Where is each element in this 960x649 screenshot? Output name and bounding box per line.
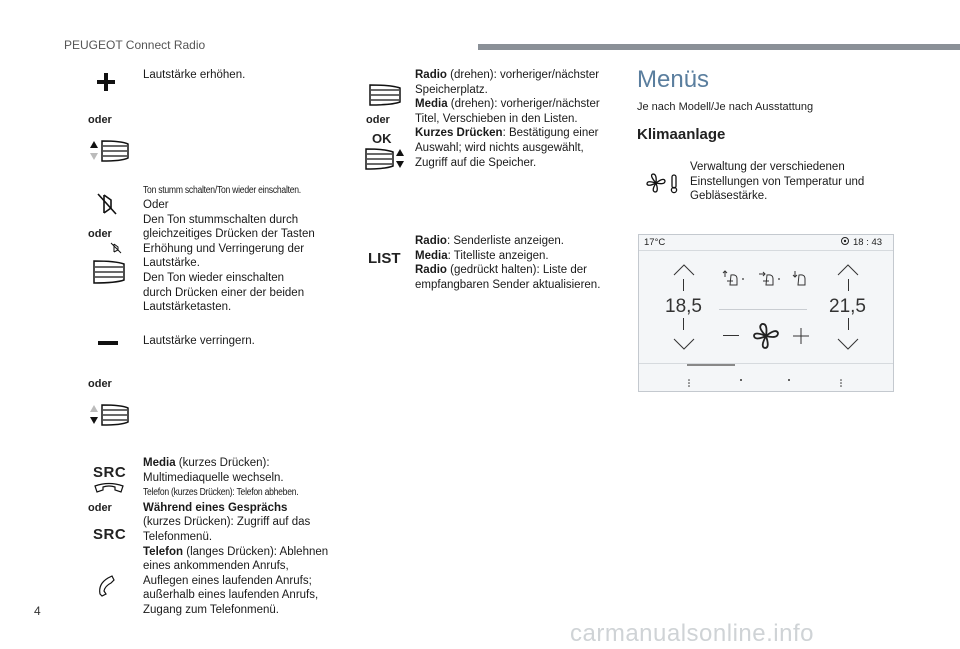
- minus-icon: [98, 340, 118, 346]
- src-label: SRC: [93, 464, 127, 481]
- clock: 18 : 43: [853, 237, 883, 248]
- phone-handset-icon: [96, 574, 120, 598]
- left-temp-divider-bottom: [683, 318, 684, 330]
- small-mute-icon: [110, 242, 122, 254]
- right-temp-divider-top: [848, 279, 849, 291]
- page-dot-icon[interactable]: [788, 379, 790, 381]
- oder-label: oder: [88, 378, 112, 390]
- menu-dots-right-icon[interactable]: [839, 375, 843, 393]
- outside-temperature: 17°C: [644, 237, 666, 248]
- fan-icon: [751, 321, 781, 356]
- src-label: SRC: [93, 526, 127, 543]
- vol-up-text: Lautstärke erhöhen.: [143, 69, 246, 81]
- steering-wheel-ok-icon: [364, 146, 406, 172]
- media-src-text: Media (kurzes Drücken): Multimediaquelle wechseln. Telefon (kurzes Drücken): Telefon abheben. Während eines Gesprächs (kurzes Drücken): Zugriff auf das Telefonmenü. Telefon (langes Drücken): Ablehnen eines ankommenden Anrufs, Auflegen eines laufenden Anrufs; außerhalb eines laufenden Anrufs, Zugang zum Telefonmenü.: [143, 457, 329, 616]
- left-temp-down-button[interactable]: [673, 337, 695, 355]
- page-dot-icon[interactable]: [740, 379, 742, 381]
- screen-footer: [639, 363, 893, 392]
- fan-increase-button[interactable]: [793, 328, 809, 349]
- airflow-face-feet-icon[interactable]: [721, 269, 747, 294]
- screen-status-bar: [639, 235, 893, 251]
- steering-wheel-volume-down-icon: [88, 402, 130, 428]
- header-bar: [478, 44, 960, 50]
- climate-screen: [638, 234, 894, 392]
- page-number: 4: [34, 604, 41, 618]
- watermark: carmanualsonline.info: [570, 620, 814, 647]
- oder-label: oder: [88, 228, 112, 240]
- ok-label: OK: [372, 131, 392, 146]
- active-page-indicator: [687, 364, 735, 366]
- mute-description: Oder Den Ton stummschalten durch gleichzeitiges Drücken der Tasten Erhöhung und Verringerung der Lautstärke. Den Ton wieder einschalten durch Drücken einer der beiden Lautstärketasten.: [143, 199, 315, 314]
- right-temp-down-button[interactable]: [837, 337, 859, 355]
- section-title-menus: Menüs: [637, 66, 710, 93]
- left-temperature: 18,5: [665, 296, 702, 317]
- right-temperature: 21,5: [829, 296, 866, 317]
- left-temp-up-button[interactable]: [673, 263, 695, 281]
- steering-wheel-rotary-icon: [368, 82, 402, 108]
- menu-dots-left-icon[interactable]: [687, 375, 691, 393]
- running-header: PEUGEOT Connect Radio: [64, 38, 206, 52]
- fan-decrease-button[interactable]: [723, 335, 739, 336]
- oder-label: oder: [366, 114, 390, 126]
- screen-divider: [719, 309, 807, 310]
- settings-icon: [840, 236, 850, 249]
- right-temp-divider-bottom: [848, 318, 849, 330]
- mute-title: Ton stumm schalten/Ton wieder einschalten.: [143, 185, 301, 196]
- steering-wheel-volume-icon: [92, 258, 126, 286]
- rotary-text: Radio (drehen): vorheriger/nächster Speicherplatz. Media (drehen): vorheriger/nächster Titel, Verschieben in den Listen. Kurzes Drücken: Bestätigung einer Auswahl; wird nichts ausgewählt, Zugriff auf die Speicher.: [415, 69, 600, 169]
- vol-down-text: Lautstärke verringern.: [143, 335, 255, 347]
- climate-fan-temperature-icon: [645, 172, 685, 194]
- list-text: Radio: Senderliste anzeigen. Media: Titelliste anzeigen. Radio (gedrückt halten): Liste der empfangbaren Sender aktualisieren.: [415, 235, 601, 291]
- klima-description: Verwaltung der verschiedenen Einstellungen von Temperatur und Gebläsestärke.: [690, 161, 865, 203]
- oder-label: oder: [88, 114, 112, 126]
- list-label: LIST: [368, 250, 401, 267]
- airflow-face-icon[interactable]: [757, 269, 783, 294]
- oder-label: oder: [88, 502, 112, 514]
- steering-wheel-volume-up-icon: [88, 138, 130, 164]
- model-note: Je nach Modell/Je nach Ausstattung: [637, 101, 814, 113]
- mute-speaker-icon: [96, 192, 118, 216]
- airflow-feet-icon[interactable]: [791, 269, 813, 294]
- subsection-title-klimaanlage: Klimaanlage: [637, 126, 726, 143]
- plus-icon: [96, 72, 116, 92]
- left-temp-divider-top: [683, 279, 684, 291]
- phone-pickup-icon: [93, 482, 125, 496]
